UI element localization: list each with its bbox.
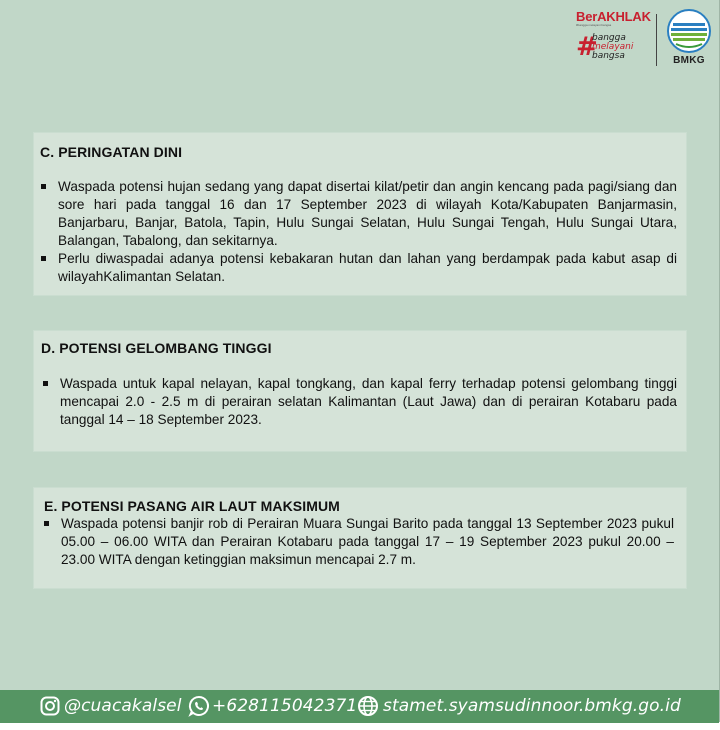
bmkg-logo: [664, 8, 714, 70]
footer-website[interactable]: [357, 695, 681, 717]
bullet-list: [43, 375, 677, 429]
hashtag-icon: #: [576, 32, 598, 62]
list-item: Waspada potensi banjir rob di Perairan Muara Sungai Barito pada tanggal 13 September 2023 pukul 05.00 – 06.00 WITA dan Perairan Kotabaru pada tanggal 17 – 19 September 2023 pukul 20.00 – 23.00 WITA dengan ketinggian maksimun mencapai 2.7 m.: [44, 515, 674, 569]
bullet-icon: [43, 381, 48, 386]
footer-whatsapp[interactable]: [188, 695, 357, 717]
section-potensi-gelombang: [34, 331, 686, 451]
bullet-list: [44, 515, 674, 569]
whatsapp-number: +628115042371: [212, 696, 358, 716]
berakhlak-logo: [576, 10, 650, 70]
bullet-icon: [41, 256, 46, 261]
section-title: D. POTENSI GELOMBANG TINGGI: [41, 340, 272, 356]
bmkg-label: BMKG: [673, 55, 705, 66]
section-peringatan-dini: [34, 133, 686, 295]
website-url: stamet.syamsudinnoor.bmkg.go.id: [383, 696, 681, 716]
footer-bar: [0, 690, 719, 723]
bmkg-emblem-icon: [664, 8, 714, 54]
bullet-list: [41, 178, 677, 286]
bullet-icon: [41, 184, 46, 189]
bullet-icon: [44, 521, 49, 526]
berakhlak-slogan: bangga melayani bangsa: [592, 33, 634, 61]
instagram-handle: @cuacakalsel: [64, 696, 182, 716]
section-title: C. PERINGATAN DINI: [40, 144, 183, 160]
footer-instagram[interactable]: [40, 695, 182, 717]
berakhlak-tagline: #bangga melayani bangsa: [576, 24, 612, 27]
section-title: E. POTENSI PASANG AIR LAUT MAKSIMUM: [44, 498, 340, 514]
globe-icon: [357, 695, 379, 717]
berakhlak-brand: BerAKHLAK: [576, 9, 651, 24]
list-item: Perlu diwaspadai adanya potensi kebakaran hutan dan lahan yang berdampak pada kabut asap di wilayahKalimantan Selatan.: [41, 250, 677, 286]
section-potensi-pasang: [34, 488, 686, 588]
instagram-icon: [40, 696, 60, 716]
logo-divider: [656, 14, 657, 66]
list-item: Waspada untuk kapal nelayan, kapal tongkang, dan kapal ferry terhadap potensi gelombang tinggi mencapai 2.0 - 2.5 m di perairan selatan Kalimantan (Laut Jawa) dan di perairan Kotabaru pada tanggal 14 – 18 September 2023.: [43, 375, 677, 429]
list-item: Waspada potensi hujan sedang yang dapat disertai kilat/petir dan angin kencang pada pagi/siang dan sore hari pada tanggal 16 dan 17 September 2023 di wilayah Kota/Kabupaten Banjarmasin, Banjarbaru, Banjar, Batola, Tapin, Hulu Sungai Selatan, Hulu Sungai Tengah, Hulu Sungai Utara, Balangan, Tabalong, dan sekitarnya.: [41, 178, 677, 250]
whatsapp-icon: [188, 695, 210, 717]
